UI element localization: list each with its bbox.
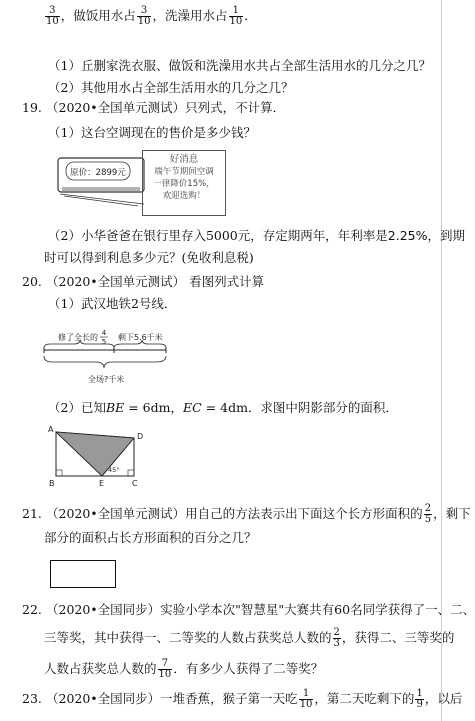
svg-text:45°: 45° xyxy=(108,466,120,474)
question-21: 21. （2020•全国单元测试）用自己的方法表示出下面这个长方形面积的 $\frac{2}{5}$ ，剩下 xyxy=(22,503,471,525)
ad-box: 好消息 端午节期间空调 一律降价15%， 欢迎选购！ xyxy=(142,150,226,216)
fraction: $\frac{7}{10}$ xyxy=(158,658,172,680)
question-19-part-2: （2）小华爸爸在银行里存入5000元，存定期两年，年利率是2.25%，到期 xyxy=(48,228,465,243)
svg-text:全场?千米: 全场?千米 xyxy=(88,375,125,384)
svg-text:5: 5 xyxy=(101,338,107,346)
question-22-line-3: 人数占获奖总人数的 $\frac{7}{10}$ ．有多少人获得了二等奖？ xyxy=(44,658,324,680)
question-23: 23. （2020•全国同步）一堆香蕉，猴子第一天吃 $\frac{1}{10}$ ，第二天吃剩下的 $\frac{1}{9}$ ，以后 xyxy=(22,688,463,710)
svg-text:修了全长的: 修了全长的 xyxy=(58,333,98,342)
question-21-cont: 部分的面积占长方形面积的百分之几？ xyxy=(44,530,257,545)
question-18-part-2: （2）其他用水占全部生活用水的几分之几？ xyxy=(48,80,294,95)
svg-text:4: 4 xyxy=(101,329,107,337)
trapezoid-figure xyxy=(44,424,164,494)
question-19: 19. （2020•全国单元测试）只列式，不计算． xyxy=(22,100,286,115)
svg-text:D: D xyxy=(137,432,144,441)
question-20-part-1: （1）武汉地铁2号线． xyxy=(48,296,177,311)
text-line: $\frac{3}{10}$ ，做饭用水占 $\frac{3}{10}$ ，洗澡用水占 $\frac{1}{10}$ ． xyxy=(46,5,257,27)
rectangle-figure xyxy=(50,560,116,588)
metro-line-diagram xyxy=(38,326,198,388)
question-20: 20. （2020•全国单元测试） 看图列式计算 xyxy=(22,274,265,289)
fraction: $\frac{1}{10}$ xyxy=(229,5,243,27)
svg-text:A: A xyxy=(48,425,54,434)
question-number: 21. xyxy=(22,506,42,521)
question-number: 20. xyxy=(22,274,42,289)
question-22: 22. （2020•全国同步）实验小学本次"智慧星"大赛共有60名同学获得了一、二、 xyxy=(22,602,475,617)
question-19-part-1: （1）这台空调现在的售价是多少钱？ xyxy=(48,125,256,140)
fraction: $\frac{1}{10}$ xyxy=(299,688,313,710)
fraction: $\frac{3}{10}$ xyxy=(46,5,59,27)
question-19-part-2-cont: 时可以得到利息多少元？(免收利息税) xyxy=(44,250,254,265)
svg-text:C: C xyxy=(132,479,138,488)
fraction: $\frac{3}{10}$ xyxy=(137,5,151,27)
question-18-part-1: （1）丘删家洗衣服、做饭和洗澡用水共占全部生活用水的几分之几？ xyxy=(48,58,431,73)
question-20-part-2: （2）已知BE = 6dm，EC = 4dm．求图中阴影部分的面积． xyxy=(48,400,398,415)
svg-text:B: B xyxy=(49,479,55,488)
svg-text:剩下5.6千米: 剩下5.6千米 xyxy=(118,333,163,342)
fraction: $\frac{2}{5}$ xyxy=(424,503,432,525)
question-number: 23. xyxy=(22,691,42,706)
fraction: $\frac{1}{9}$ xyxy=(416,688,423,710)
question-number: 19. xyxy=(22,100,42,115)
question-22-line-2: 三等奖，其中获得一、二等奖的人数占获奖总人数的 $\frac{2}{3}$ ，获得二、三等奖的 xyxy=(44,627,455,649)
fraction: $\frac{2}{3}$ xyxy=(333,627,340,649)
question-number: 22. xyxy=(22,602,42,617)
svg-text:E: E xyxy=(99,479,105,488)
original-price-label: 原价：2899元 xyxy=(70,168,126,178)
